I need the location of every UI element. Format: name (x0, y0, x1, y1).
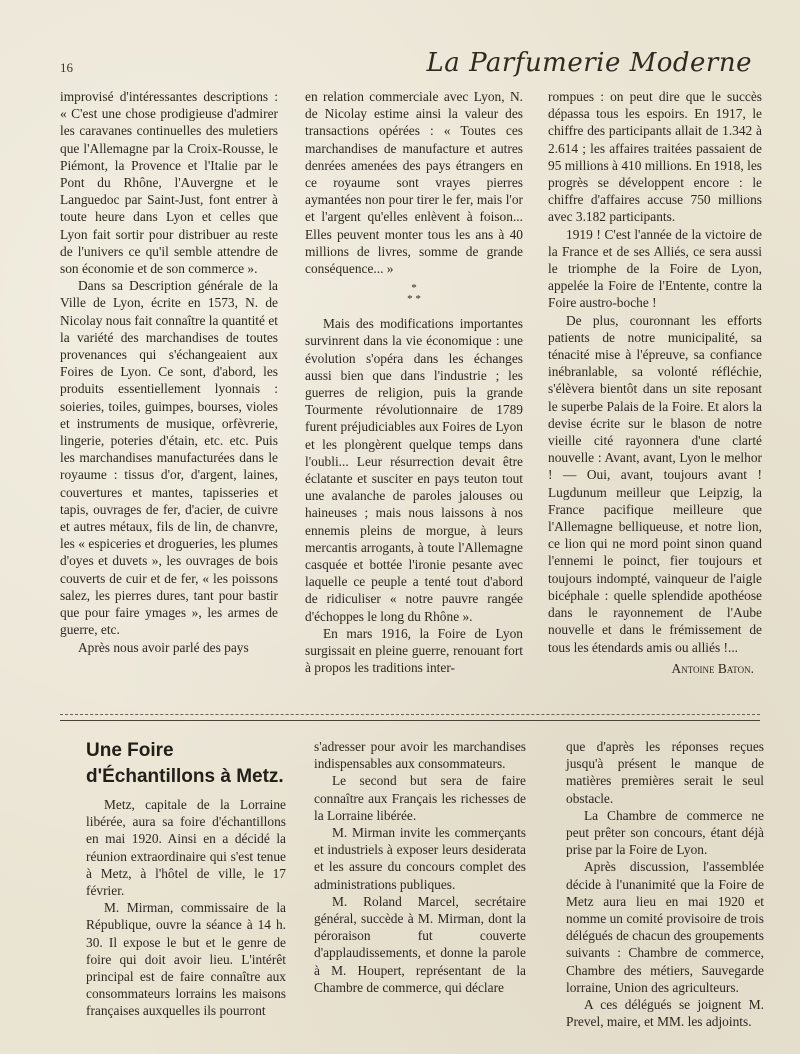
paragraph: improvisé d'intéressantes descriptions : « C'est une chose prodigieuse d'admirer les caravanes continuelles des muletiers que l'Allemagne par la Croix-Rousse, le Piémont, la Provence et l'Italie par le Pont du Rhône, l'Auvergne et le Languedoc par Saint-Just, font entrer à toute heure dans Lyon et celles que Lyon fait sortir pour distribuer au reste de l'univers ce qu'il semble attendre de son économie et de son commerce ». (60, 89, 278, 277)
paragraph: La Chambre de commerce ne peut prêter son concours, étant déjà prise par la Foire de Lyon. (566, 807, 764, 858)
paragraph: Le second but sera de faire connaître aux Français les richesses de la Lorraine libérée. (314, 773, 526, 823)
paragraph: Metz, capitale de la Lorraine libérée, aura sa foire d'échantillons en mai 1920. Ainsi en a décidé la réunion extraordinaire qui s'est tenue à Metz, à l'hôtel de ville, le 17 février. (86, 797, 286, 899)
paragraph: M. Mirman, commissaire de la République, ouvre la séance à 14 h. 30. Il expose le but et le genre de foire qui doit avoir lieu. L'intérêt principal est de faire connaître aux consommateurs lorrains les maisons françaises auxquelles ils pourront (86, 900, 286, 1019)
bottom-article-column-1 (86, 738, 286, 1020)
paragraph: Après discussion, l'assemblée décide à l'unanimité que la Foire de Metz aura lieu en mai 1920 et nomme un comité provisoire de trois délégués de chacun des groupements suivants : Chambre de commerce, Chambre des métiers, Sauvegarde lorraine, Union des agriculteurs. (566, 859, 764, 995)
paragraph: s'adresser pour avoir les marchandises indispensables aux consommateurs. (314, 739, 526, 772)
section-divider-dashed (60, 714, 760, 715)
asterism-divider: * * * (407, 282, 421, 306)
paragraph: En mars 1916, la Foire de Lyon surgissait en pleine guerre, renouant fort à propos les traditions inter- (305, 625, 523, 676)
bottom-article-column-2 (314, 738, 526, 996)
paragraph: 1919 ! C'est l'année de la victoire de la France et de ses Alliés, ce sera aussi le triomphe de la Foire de Lyon, appelée la Foire de l'Entente, contre la Foire austro-boche ! (548, 226, 762, 311)
paragraph: M. Roland Marcel, secrétaire général, succède à M. Mirman, dont la péroraison fut couverte d'applaudissements, et donne la parole à M. Houpert, représentant de la Chambre de commerce, qui déclare (314, 893, 526, 995)
section-divider (60, 720, 760, 721)
page-number: 16 (60, 60, 73, 75)
top-article-column-2 (305, 88, 523, 677)
paragraph: A ces délégués se joignent M. Prevel, maire, et MM. les adjoints. (566, 997, 764, 1030)
paragraph: Après nous avoir parlé des pays (78, 639, 249, 655)
top-article-column-3 (548, 88, 762, 677)
author-signature: Antoine Baton. (671, 660, 754, 676)
paragraph: rompues : on peut dire que le succès dépassa tous les espoirs. En 1917, le chiffre des participants allait de 1.342 à 2.614 ; les affaires traitées passaient de 95 millions à 410 millions. En 1918, les progrès se développent encore : le chiffre d'affaires accuse 750 millions avec 3.182 participants. (548, 89, 762, 225)
journal-running-head: La Parfumerie Moderne (426, 48, 752, 78)
paragraph: De plus, couronnant les efforts patients de notre municipalité, sa ténacité mise à l'épreuve, sa confiance inébranlable, sa volonté réfléchie, s'élèvera bientôt dans un site reposant le superbe Palais de la Foire. Et alors la devise écrite sur le blason de notre vieille cité rayonnera d'une clarté nouvelle : Avant, avant, Lyon le melhor ! — Oui, avant, toujours avant ! Lugdunum meilleur que Leipzig, la France pacifique meilleure que l'Allemagne belliqueuse, et notre lion, ce lion qui ne mord point sinon quand l'ennemi le poinct, fier toujours et toujours indompté, vainqueur de l'aigle bicéphale : quelle splendide apothéose dans le rayonnement de l'Aube nouvelle et dans le frémissement de tous les étendards amis ou alliés !... (548, 312, 762, 655)
article-title: Une Foire d'Échantillons à Metz. (86, 740, 284, 787)
paragraph: M. Mirman invite les commerçants et industriels à exposer leurs desiderata et les assure du concours complet des administrations publiques. (314, 825, 526, 892)
bottom-article-column-3 (566, 738, 764, 1030)
paragraph: Mais des modifications importantes survinrent dans la vie économique : une évolution s'opéra dans les échanges aussi bien que dans l'industrie ; les guerres de religion, puis la grande Tourmente révolutionnaire de 1789 furent préjudiciables aux Foires de Lyon et les plongèrent quelque temps dans l'oubli... Leur résurrection devait être éclatante et susciter en pays teuton tout une avalanche de paroles jalouses ou haineuses ; mais nous laissons à nos ennemis pleins de morgue, à leurs mercantis arrogants, à toute l'Allemagne casquée et bottée l'ironie pesante avec laquelle ce peuple a tenté tout d'abord de ridiculiser « notre pauvre rangée d'échoppes le long du Rhône ». (305, 316, 523, 624)
paragraph: Dans sa Description générale de la Ville de Lyon, écrite en 1573, N. de Nicolay nous fait connaître la quantité et la variété des marchandises de toutes provenances qui s'échangeaient aux Foires de Lyon. Ce sont, d'abord, les produits essentiellement lyonnais : soieries, toiles, guimpes, bourses, violes et instruments de musique, orfèvrerie, lingerie, poteries d'étain, etc. etc. Puis les marchandises manufacturées dans le royaume : tissus d'or, d'argent, laines, couvertures et mantes, tapisseries et tapis, ouvrages de fer, d'acier, de cuivre et autres métaux, fils de lin, de chanvre, les « espiceries et drogueries, les plumes d'oyes et duvets », les ouvrages de bois couverts de cuir et de fer, « les poissons salez, les pierres dures, tant pour bastir que pour faire ymages », les armes de guerre, etc. (60, 278, 278, 638)
paragraph: que d'après les réponses reçues jusqu'à présent le manque de matières premières serait le seul obstacle. (566, 739, 764, 806)
top-article-column-1 (60, 88, 278, 656)
paragraph: en relation commerciale avec Lyon, N. de Nicolay estime ainsi la valeur des transactions opérées : « Toutes ces marchandises de manufacture et autres denrées amenées des pays étrangers en ce royaume sont vrayes pierres aymantées non pour tirer le fer, mais l'or et l'argent qu'elles enlèvent à foison... Elles peuvent monter tous les ans à 40 millions de livres, somme de grande conséquence... » (305, 89, 523, 277)
